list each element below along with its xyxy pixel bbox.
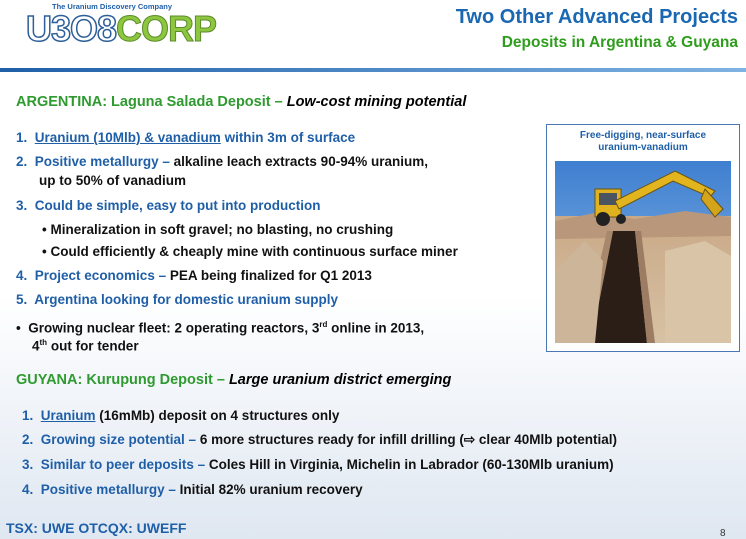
item-number: 3. bbox=[16, 198, 28, 213]
photo-caption bbox=[547, 130, 739, 154]
item-number: 5. bbox=[16, 292, 28, 307]
guyana-item-1 bbox=[22, 408, 339, 424]
argentina-item-5 bbox=[16, 292, 338, 308]
superscript: th bbox=[39, 338, 48, 347]
guyana-item-2 bbox=[22, 432, 617, 448]
superscript: rd bbox=[319, 320, 328, 329]
header-divider bbox=[0, 68, 746, 72]
fleet-text: 4 bbox=[32, 338, 40, 354]
logo-tagline: The Uranium Discovery Company bbox=[52, 2, 173, 11]
bullet-icon: • bbox=[16, 320, 21, 336]
argentina-sub-bullet-2 bbox=[42, 244, 458, 260]
sub-bullet-text: Could efficiently & cheaply mine with continuous surface miner bbox=[50, 244, 458, 259]
item-lead: Growing size potential – bbox=[40, 432, 200, 447]
photo-caption-line: Free-digging, near-surface bbox=[579, 130, 707, 141]
argentina-item-3 bbox=[16, 198, 321, 214]
sub-bullet-text: Mineralization in soft gravel; no blasting, no crushing bbox=[50, 222, 394, 237]
guyana-heading-text: GUYANA: Kurupung Deposit – bbox=[16, 372, 229, 388]
fleet-text: out for tender bbox=[47, 338, 139, 354]
item-number: 4. bbox=[22, 482, 34, 497]
guyana-item-3 bbox=[22, 457, 614, 473]
fleet-bullet-cont bbox=[32, 335, 139, 355]
argentina-sub-bullet-1 bbox=[42, 222, 393, 238]
item-text: up to 50% of vanadium bbox=[39, 173, 187, 188]
item-lead: Could be simple, easy to put into production bbox=[34, 198, 321, 213]
item-number: 4. bbox=[16, 268, 28, 283]
slide-subtitle: Deposits in Argentina & Guyana bbox=[501, 34, 738, 51]
photo-caption-line: uranium-vanadium bbox=[598, 142, 688, 153]
ticker-symbols: TSX: UWE OTCQX: UWEFF bbox=[6, 520, 187, 536]
logo-corp: CORP bbox=[116, 8, 217, 49]
item-text: Coles Hill in Virginia, Michelin in Labrador (60-130Mlb uranium) bbox=[208, 457, 614, 472]
fleet-text: Growing nuclear fleet: 2 operating reactors, 3 bbox=[28, 320, 320, 336]
logo-u308: U3O8 bbox=[26, 8, 117, 49]
item-highlight: Uranium bbox=[40, 408, 96, 423]
item-number: 1. bbox=[16, 130, 28, 145]
item-text: 6 more structures ready for infill drilling (⇨ clear 40Mlb potential) bbox=[199, 432, 617, 447]
guyana-item-4 bbox=[22, 482, 363, 498]
guyana-heading-tagline: Large uranium district emerging bbox=[228, 372, 452, 388]
excavation-photo bbox=[555, 161, 731, 343]
argentina-heading-text: ARGENTINA: Laguna Salada Deposit – bbox=[16, 94, 287, 110]
slide-title: Two Other Advanced Projects bbox=[455, 6, 738, 28]
bullet-icon: • bbox=[42, 222, 47, 237]
item-lead: Argentina looking for domestic uranium supply bbox=[34, 292, 339, 307]
argentina-item-2 bbox=[16, 154, 428, 170]
item-lead: Positive metallurgy – bbox=[34, 154, 174, 169]
item-number: 2. bbox=[16, 154, 28, 169]
fleet-text: online in 2013, bbox=[327, 320, 425, 336]
argentina-heading-tagline: Low-cost mining potential bbox=[286, 94, 467, 110]
item-number: 3. bbox=[22, 457, 34, 472]
item-text: PEA being finalized for Q1 2013 bbox=[169, 268, 372, 283]
item-text: alkaline leach extracts 90-94% uranium, bbox=[173, 154, 428, 169]
argentina-item-2-cont bbox=[39, 173, 186, 189]
fleet-bullet bbox=[16, 317, 424, 337]
item-number: 1. bbox=[22, 408, 34, 423]
item-number: 2. bbox=[22, 432, 34, 447]
item-lead: Similar to peer deposits – bbox=[40, 457, 209, 472]
company-logo bbox=[26, 8, 216, 50]
photo-panel bbox=[546, 124, 740, 352]
item-text: Initial 82% uranium recovery bbox=[179, 482, 363, 497]
argentina-heading bbox=[16, 94, 466, 110]
guyana-heading bbox=[16, 372, 451, 388]
item-lead: Project economics – bbox=[34, 268, 170, 283]
item-highlight: Uranium (10Mlb) & vanadium bbox=[34, 130, 221, 145]
item-lead: Positive metallurgy – bbox=[40, 482, 180, 497]
item-text: (16mMb) deposit on 4 structures only bbox=[95, 408, 340, 423]
page-number: 8 bbox=[720, 528, 726, 539]
item-lead: within 3m of surface bbox=[220, 130, 356, 145]
bullet-icon: • bbox=[42, 244, 47, 259]
argentina-item-4 bbox=[16, 268, 372, 284]
argentina-item-1 bbox=[16, 130, 355, 146]
